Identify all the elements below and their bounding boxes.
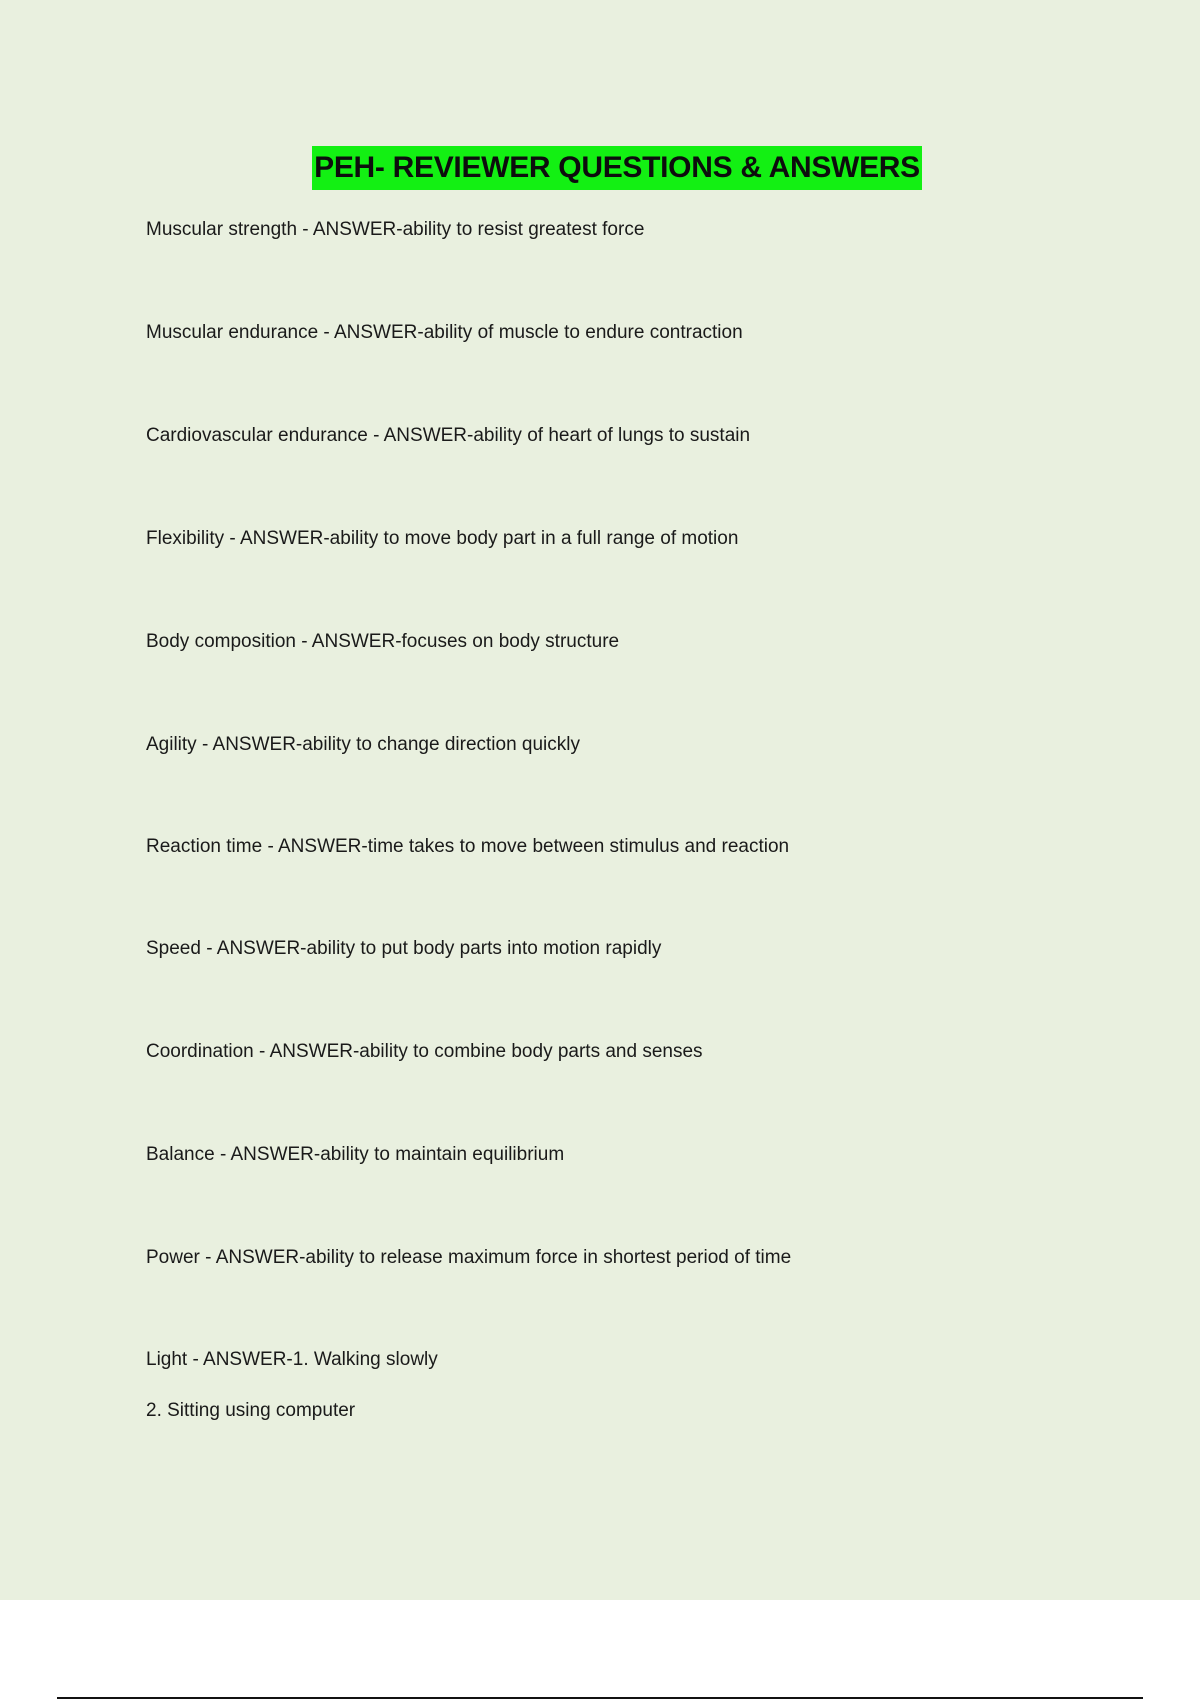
entry-muscular-strength: Muscular strength - ANSWER-ability to resist greatest force: [146, 219, 645, 240]
entry-speed: Speed - ANSWER-ability to put body parts into motion rapidly: [146, 938, 662, 959]
entry-cardiovascular-endurance: Cardiovascular endurance - ANSWER-ability of heart of lungs to sustain: [146, 425, 751, 446]
entry-light-item-2: 2. Sitting using computer: [146, 1400, 356, 1421]
entry-power: Power - ANSWER-ability to release maximum force in shortest period of time: [146, 1247, 792, 1268]
document-title: PEH- REVIEWER QUESTIONS & ANSWERS: [312, 146, 922, 190]
footer-rule: [57, 1697, 1143, 1699]
entry-muscular-endurance: Muscular endurance - ANSWER-ability of muscle to endure contraction: [146, 322, 743, 343]
entry-coordination: Coordination - ANSWER-ability to combine body parts and senses: [146, 1041, 703, 1062]
entry-body-composition: Body composition - ANSWER-focuses on body structure: [146, 631, 620, 652]
entry-reaction-time: Reaction time - ANSWER-time takes to move between stimulus and reaction: [146, 836, 790, 857]
entry-balance: Balance - ANSWER-ability to maintain equilibrium: [146, 1144, 565, 1165]
entry-flexibility: Flexibility - ANSWER-ability to move body part in a full range of motion: [146, 528, 739, 549]
entry-light: Light - ANSWER-1. Walking slowly: [146, 1349, 438, 1370]
entry-agility: Agility - ANSWER-ability to change direction quickly: [146, 734, 581, 755]
title-container: [0, 146, 1200, 190]
